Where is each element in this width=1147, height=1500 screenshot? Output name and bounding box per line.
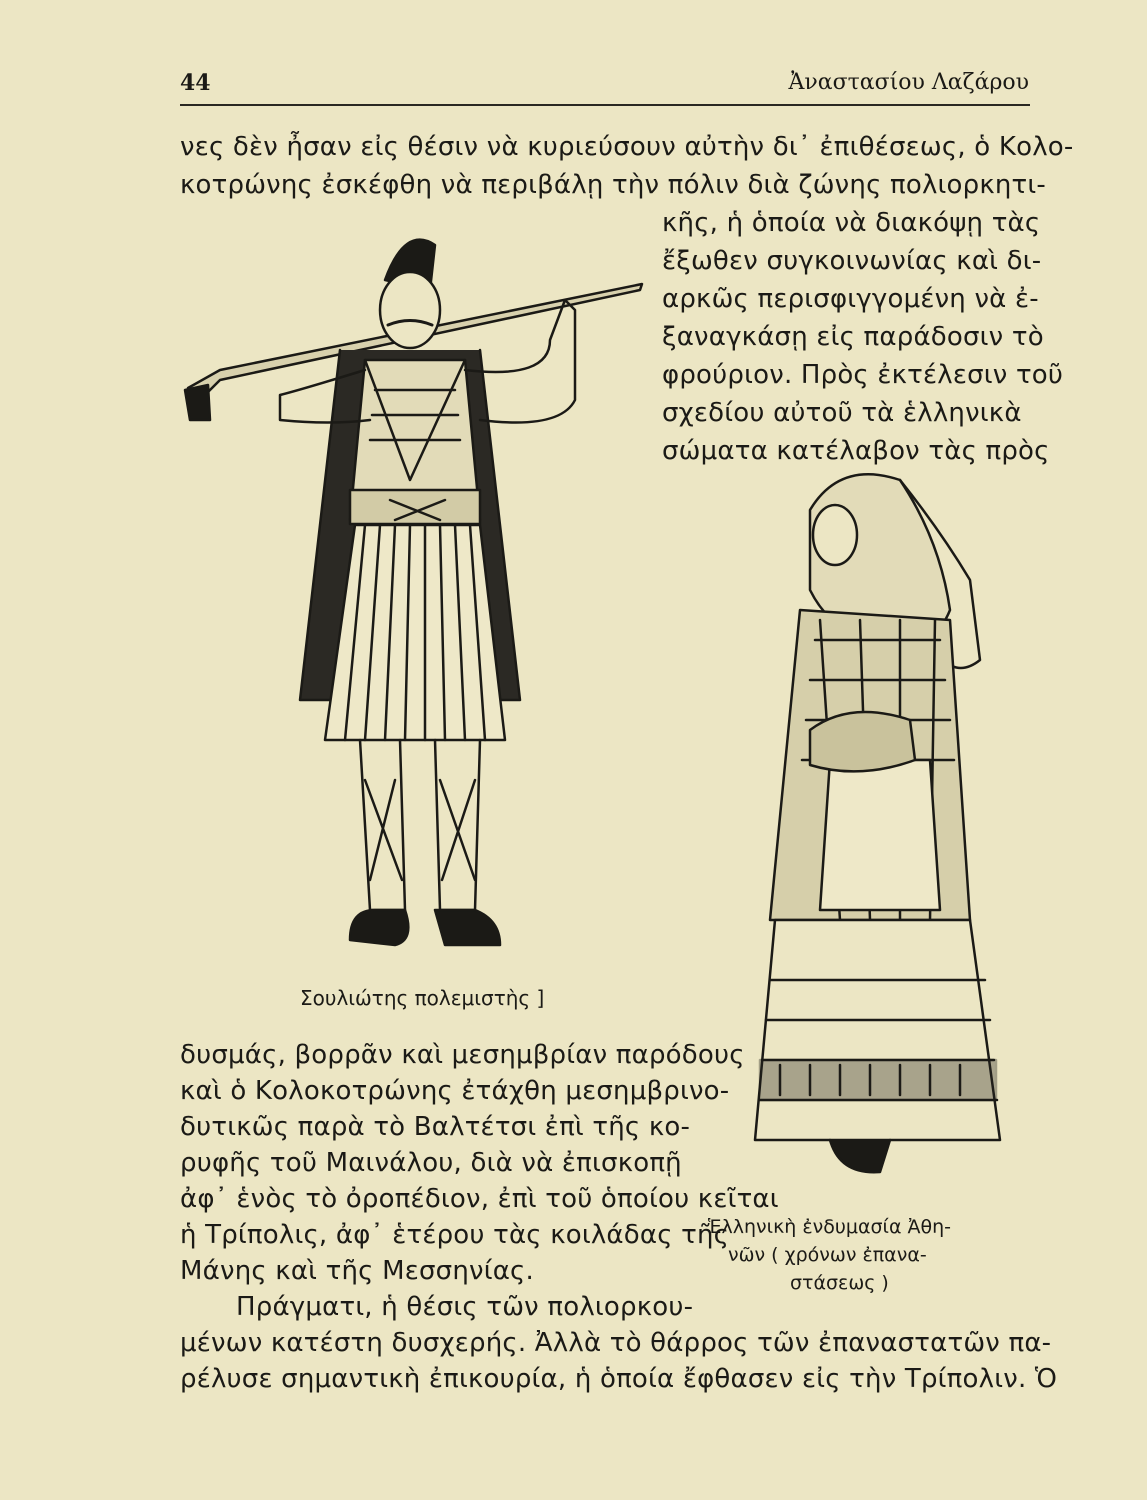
text-line: ἀφ᾽ ἑνὸς τὸ ὀροπέδιον, ἐπὶ τοῦ ὁποίου κεῖται bbox=[180, 1184, 779, 1214]
text-line: ἡ Τρίπολις, ἀφ᾽ ἑτέρου τὰς κοιλάδας τῆς bbox=[180, 1220, 730, 1250]
text-line: σώματα κατέλαβον τὰς πρὸς bbox=[662, 436, 1050, 466]
running-header-author: Ἀναστασίου Λαζάρου bbox=[788, 70, 1029, 95]
text-line: μένων κατέστη δυσχερής. Ἀλλὰ τὸ θάρρος τῶν ἐπαναστατῶν πα- bbox=[180, 1328, 1052, 1358]
souliote-caption: Σουλιώτης πολεμιστὴς ] bbox=[300, 986, 545, 1010]
text-line: αρκῶς περισφιγγομένη νὰ ἐ- bbox=[662, 284, 1039, 314]
text-line: δυτικῶς παρὰ τὸ Βαλτέτσι ἐπὶ τῆς κο- bbox=[180, 1112, 691, 1142]
paragraph-start-line: Πράγματι, ἡ θέσις τῶν πολιορκου- bbox=[236, 1292, 694, 1322]
athenian-woman-illustration bbox=[740, 460, 1020, 1190]
athenian-caption-line: Ἑλληνικὴ ἐνδυμασία Ἀθη- bbox=[708, 1216, 952, 1238]
text-line: Μάνης καὶ τῆς Μεσσηνίας. bbox=[180, 1256, 534, 1286]
athenian-caption-line: νῶν ( χρόνων ἐπανα- bbox=[728, 1244, 927, 1266]
text-line: κῆς, ἡ ὁποία νὰ διακόψῃ τὰς bbox=[662, 208, 1041, 238]
text-line: ξαναγκάσῃ εἰς παράδοσιν τὸ bbox=[662, 322, 1044, 352]
athenian-caption-line: στάσεως ) bbox=[790, 1272, 889, 1294]
page-number: 44 bbox=[180, 70, 211, 96]
text-line: καὶ ὁ Κολοκοτρώνης ἐτάχθη μεσημβρινο- bbox=[180, 1076, 730, 1106]
souliote-warrior-illustration bbox=[180, 220, 650, 980]
text-line: κοτρώνης ἐσκέφθη νὰ περιβάλῃ τὴν πόλιν διὰ ζώνης πολιορκητι- bbox=[180, 170, 1046, 200]
text-line: φρούριον. Πρὸς ἐκτέλεσιν τοῦ bbox=[662, 360, 1064, 390]
text-line: ρυφῆς τοῦ Μαινάλου, διὰ νὰ ἐπισκοπῇ bbox=[180, 1148, 682, 1178]
header-rule bbox=[180, 104, 1030, 106]
text-line: σχεδίου αὐτοῦ τὰ ἑλληνικὰ bbox=[662, 398, 1022, 428]
text-line: νες δὲν ἦσαν εἰς θέσιν νὰ κυριεύσουν αὐτὴν δι᾽ ἐπιθέσεως, ὁ Κολο- bbox=[180, 132, 1074, 162]
text-line: ρέλυσε σημαντικὴ ἐπικουρία, ἡ ὁποία ἔφθασεν εἰς τὴν Τρίπολιν. Ὁ bbox=[180, 1364, 1058, 1394]
text-line: ἔξωθεν συγκοινωνίας καὶ δι- bbox=[662, 246, 1042, 276]
text-line: δυσμάς, βορρᾶν καὶ μεσημβρίαν παρόδους bbox=[180, 1040, 745, 1070]
